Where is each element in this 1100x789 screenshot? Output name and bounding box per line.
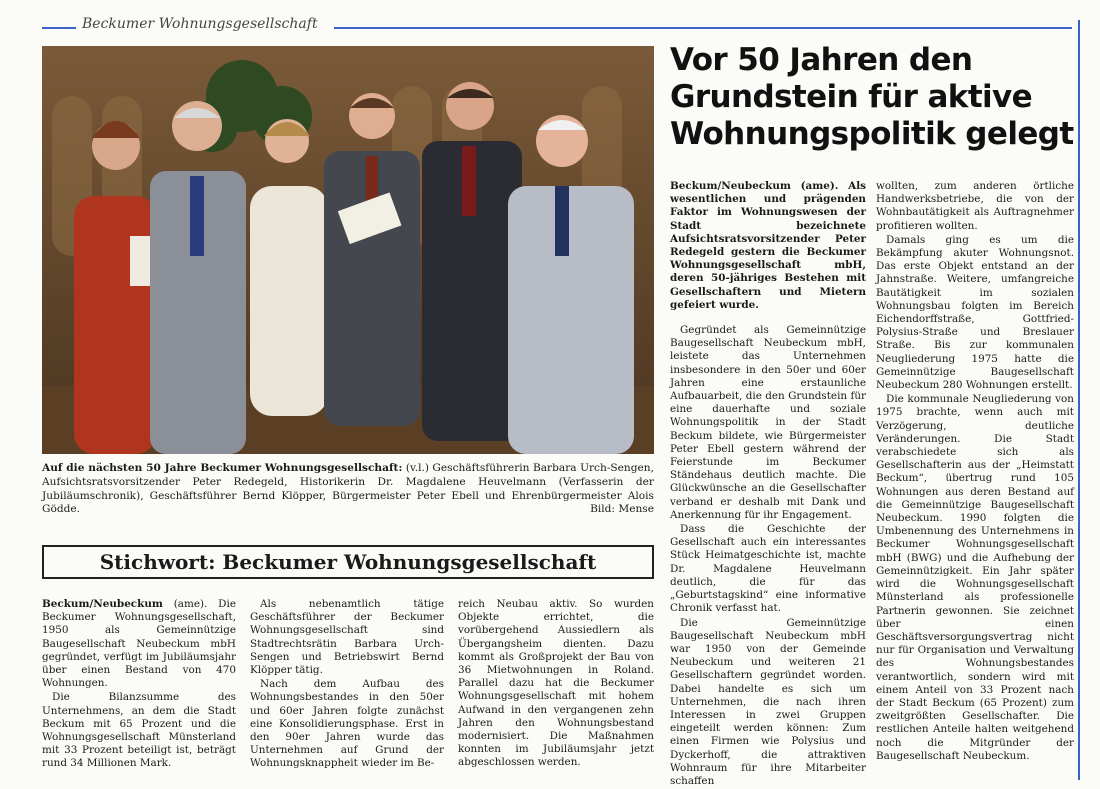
photo-caption (42, 462, 654, 517)
headline-line-1: Vor 50 Jahren den (670, 42, 973, 78)
header-rule-left (42, 27, 76, 29)
stichwort-lead: Beckum/Neubeckum (42, 598, 163, 610)
section-label: Beckumer Wohnungsgesellschaft (82, 16, 318, 32)
group-photo (42, 46, 654, 454)
group-photo-illustration (42, 46, 654, 454)
stichwort-column-3 (458, 598, 654, 771)
article-paragraph: Die Gemeinnützige Baugesellschaft Neubeckum mbH war 1950 von der Gemeinde Neubeckum und weiteren 21 Gesellschaftern gegründet worden. Dabei handelte es sich um Unternehmen, die nach ihren Interessen in zwei Gruppen eingeteilt werden können: Zum einen Firmen wie Polysius und Dyckerhoff, die attraktiven Wohnraum für ihre Mitarbeiter schaffen (670, 616, 866, 787)
article-lead: Beckum/Neubeckum (ame). Als wesentlichen und prägenden Faktor im Wohnungswesen der Stadt bezeichnete Aufsichtsratsvorsitzender Peter Redegeld gestern die Beckumer Wohnungsgesellschaft mbH, deren 50-jähriges Bestehen mit Gesellschaftern und Mietern gefeiert wurde. (670, 180, 866, 311)
article-column-2 (876, 180, 1074, 764)
stichwort-paragraph: reich Neubau aktiv. So wurden Objekte errichtet, die vorübergehend Aussiedlern als Übergangsheim dienten. Dazu kommt als Großprojekt der Bau von 36 Mietwohnungen in Roland. Parallel dazu hat die Beckumer Wohnungsgesellschaft mit hohem Aufwand in den vergangenen zehn Jahren den Wohnungsbestand modernisiert. Die Maßnahmen konnten im Jubiläumsjahr jetzt abgeschlossen werden. (458, 598, 654, 769)
caption-text: (v.l.) Geschäftsführerin Barbara Urch-Sengen, Aufsichtsratsvorsitzender Peter Redegeld, Historikerin Dr. Magdalene Heuvelmann (Verfasserin der Jubiläumschronik), Geschäftsführer Bernd Klöpper, Bürgermeister Peter Ebell und Ehrenbürgermeister Alois Gödde. (42, 462, 654, 516)
section-header (42, 16, 1072, 38)
article-paragraph: Gegründet als Gemeinnützige Baugesellschaft Neubeckum mbH, leistete das Unternehmen insbesondere in den 50er und 60er Jahren eine erstaunliche Aufbauarbeit, die den Grundstein für eine dauerhafte und soziale Wohnungspolitik in der Stadt Beckum bildete, wie Bürgermeister Peter Ebell gestern während der Feierstunde im Beckumer Ständehaus deutlich machte. Die Glückwünsche an die Gesellschafter verband er deshalb mit Dank und Anerkennung für ihr Engagement. (670, 324, 866, 521)
stichwort-paragraph: Als nebenamtlich tätige Geschäftsführer der Beckumer Wohnungsgesellschaft sind Stadtrechtsrätin Barbara Urch-Sengen und Betriebswirt Bernd Klöpper tätig. (250, 598, 444, 677)
article-paragraph: Dass die Geschichte der Gesellschaft auch ein interessantes Stück Heimatgeschichte ist, machte Dr. Magdalene Heuvelmann deutlich, die für das „Geburtstagskind“ eine informative Chronik verfasst hat. (670, 523, 866, 615)
article-column-1 (670, 180, 866, 789)
stichwort-paragraph: Die Bilanzsumme des Unternehmens, an dem die Stadt Beckum mit 65 Prozent und die Wohnungsgesellschaft Münsterland mit 33 Prozent beteiligt ist, beträgt rund 34 Millionen Mark. (42, 691, 236, 770)
article-paragraph: wollten, zum anderen örtliche Handwerksbetriebe, die von der Wohnbautätigkeit als Auftragnehmer profitieren wollten. (876, 180, 1074, 232)
stichwort-text: (ame). Die Beckumer Wohnungsgesellschaft, 1950 als Gemeinnützige Baugesellschaft Neubeckum mbH gegründet, verfügt im Jubiläumsjahr über einen Bestand von 470 Wohnungen. (42, 598, 236, 690)
stichwort-paragraph: Nach dem Aufbau des Wohnungsbestandes in den 50er und 60er Jahren folgte zunächst eine Konsolidierungsphase. Erst in den 90er Jahren wurde das Unternehmen auf Grund der Wohnungsknappheit wieder im Be- (250, 678, 444, 770)
header-rule-right (334, 27, 1072, 29)
stichwort-column-2 (250, 598, 444, 772)
article-headline (670, 42, 1080, 153)
stichwort-title: Stichwort: Beckumer Wohnungsgesellschaft (42, 545, 654, 579)
caption-lead: Auf die nächsten 50 Jahre Beckumer Wohnungsgesellschaft: (42, 462, 403, 474)
stichwort-column-1 (42, 598, 236, 772)
headline-line-3: Wohnungspolitik gelegt (670, 116, 1074, 152)
headline-line-2: Grundstein für aktive (670, 79, 1033, 115)
article-paragraph: Damals ging es um die Bekämpfung akuter Wohnungsnot. Das erste Objekt entstand an der Jahnstraße. Weitere, umfangreiche Bautätigkeit im sozialen Wohnungsbau folgten im Bereich Eichendorffstraße, Gottfried-Polysius-Straße und Breslauer Straße. Bis zur kommunalen Neugliederung 1975 hatte die Gemeinnützige Baugesellschaft Neubeckum 280 Wohnungen erstellt. (876, 233, 1074, 392)
article-paragraph: Die kommunale Neugliederung von 1975 brachte, wenn auch mit Verzögerung, deutliche Veränderungen. Die Stadt verabschiedete sich als Gesellschafterin aus der „Heimstatt Beckum“, übertrug rund 105 Wohnungen aus deren Bestand auf die Gemeinnützige Baugesellschaft Neubeckum. 1990 folgten die Umbenennung des Unternehmens in Beckumer Wohnungsgesellschaft mbH (BWG) und die Aufhebung der Gemeinnützigkeit. Ein Jahr später wird die Wohnungsgesellschaft Münsterland als professionelle Partnerin gewonnen. Sie zeichnet über einen Geschäftsversorgungsvertrag nicht nur für Organisation und Verwaltung des Wohnungsbestandes verantwortlich, sondern wird mit einem Anteil von 33 Prozent nach der Stadt Beckum (65 Prozent) zum zweitgrößten Gesellschafter. Die restlichen Anteile halten weitgehend noch die Mitgründer der Baugesellschaft Neubeckum. (876, 393, 1074, 762)
photo-credit: Bild: Mense (590, 503, 654, 516)
